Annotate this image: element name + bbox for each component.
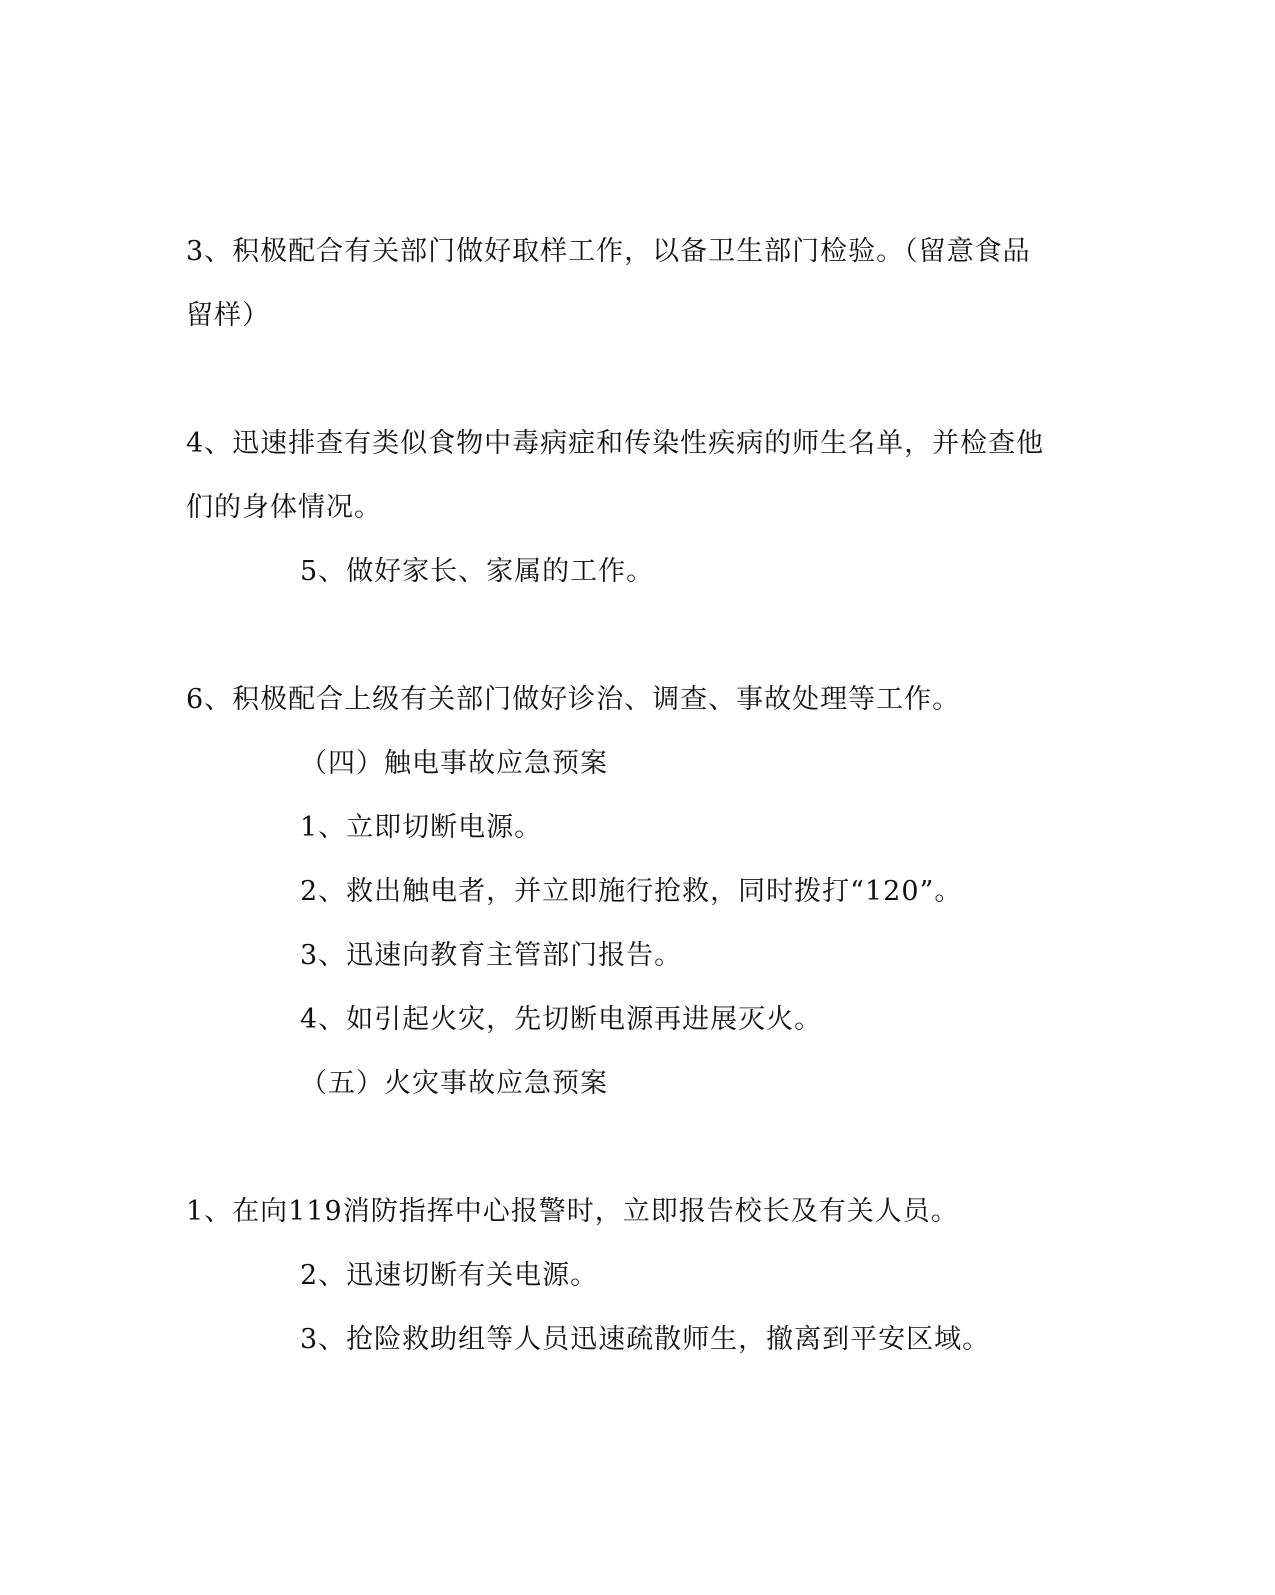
paragraph-electric-3: 3、迅速向教育主管部门报告。 [300, 940, 683, 971]
paragraph-electric-1: 1、立即切断电源。 [300, 812, 543, 843]
paragraph-food-5: 5、做好家长、家属的工作。 [300, 556, 655, 587]
section-heading-electric: （四）触电事故应急预案 [300, 748, 608, 779]
paragraph-food-3-line-1: 3、积极配合有关部门做好取样工作，以备卫生部门检验。（留意食品 [186, 236, 1031, 267]
paragraph-food-6: 6、积极配合上级有关部门做好诊治、调查、事故处理等工作。 [186, 684, 961, 715]
paragraph-electric-4: 4、如引起火灾，先切断电源再进展灭火。 [300, 1004, 823, 1035]
paragraph-food-4-line-1: 4、迅速排查有类似食物中毒病症和传染性疾病的师生名单，并检查他 [186, 428, 1045, 459]
section-heading-fire: （五）火灾事故应急预案 [300, 1068, 608, 1099]
paragraph-electric-2: 2、救出触电者，并立即施行抢救，同时拨打“120”。 [300, 876, 963, 907]
paragraph-fire-3: 3、抢险救助组等人员迅速疏散师生，撤离到平安区域。 [300, 1324, 991, 1355]
paragraph-fire-1: 1、在向119消防指挥中心报警时，立即报告校长及有关人员。 [186, 1196, 959, 1227]
paragraph-food-3-line-2: 留样） [186, 300, 270, 331]
paragraph-food-4-line-2: 们的身体情况。 [186, 492, 382, 523]
paragraph-fire-2: 2、迅速切断有关电源。 [300, 1260, 599, 1291]
